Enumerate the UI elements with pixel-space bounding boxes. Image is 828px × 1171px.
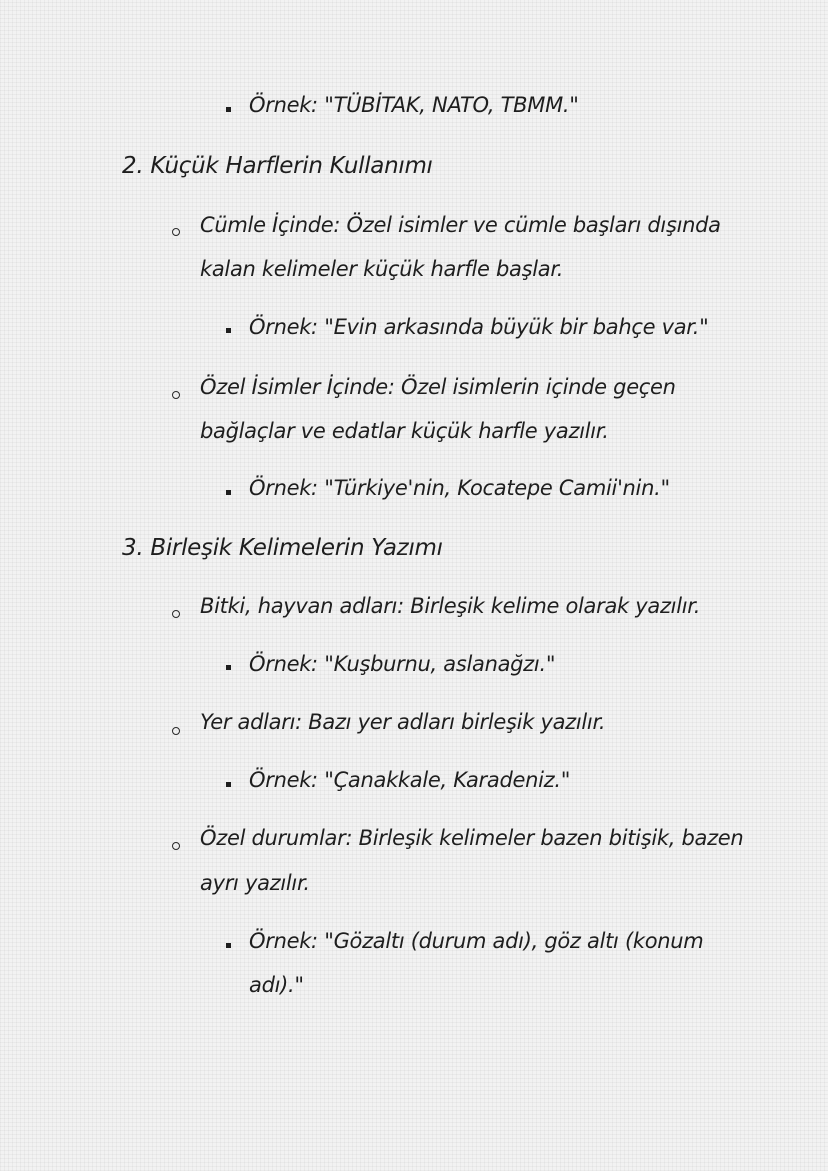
example-bitki: Örnek: "Kuşburnu, aslanağzı." xyxy=(249,652,556,676)
square-bullet-icon xyxy=(226,665,231,670)
example-gozalti-line1: Örnek: "Gözaltı (durum adı), göz altı (konum xyxy=(249,929,704,953)
example-ozel-isimler: Örnek: "Türkiye'nin, Kocatepe Camii'nin." xyxy=(249,476,670,500)
example-gozalti-line2: adı)." xyxy=(249,973,304,997)
circle-bullet-icon xyxy=(172,228,180,236)
square-bullet-icon xyxy=(226,490,231,495)
example-yer: Örnek: "Çanakkale, Karadeniz." xyxy=(249,768,571,792)
square-bullet-icon xyxy=(226,107,231,112)
square-bullet-icon xyxy=(226,943,231,948)
square-bullet-icon xyxy=(226,328,231,333)
circle-bullet-icon xyxy=(172,842,180,850)
bitki-hayvan-rule: Bitki, hayvan adları: Birleşik kelime olarak yazılır. xyxy=(200,594,701,618)
circle-bullet-icon xyxy=(172,727,180,735)
example-tubitak: Örnek: "TÜBİTAK, NATO, TBMM." xyxy=(249,93,579,117)
circle-bullet-icon xyxy=(172,610,180,618)
example-cumle: Örnek: "Evin arkasında büyük bir bahçe var." xyxy=(249,315,709,339)
yer-adlari-rule: Yer adları: Bazı yer adları birleşik yazılır. xyxy=(200,710,606,734)
ozel-durumlar-rule-line2: ayrı yazılır. xyxy=(200,871,310,895)
ozel-isimler-rule-line2: bağlaçlar ve edatlar küçük harfle yazılır. xyxy=(200,419,609,443)
section-heading-3: 3. Birleşik Kelimelerin Yazımı xyxy=(122,535,443,561)
cumle-icinde-rule-line1: Cümle İçinde: Özel isimler ve cümle başları dışında xyxy=(200,213,721,237)
ozel-isimler-rule-line1: Özel İsimler İçinde: Özel isimlerin içinde geçen xyxy=(200,375,676,399)
circle-bullet-icon xyxy=(172,391,180,399)
cumle-icinde-rule-line2: kalan kelimeler küçük harfle başlar. xyxy=(200,257,564,281)
ozel-durumlar-rule-line1: Özel durumlar: Birleşik kelimeler bazen bitişik, bazen xyxy=(200,826,744,850)
section-heading-2: 2. Küçük Harflerin Kullanımı xyxy=(122,153,433,179)
square-bullet-icon xyxy=(226,782,231,787)
